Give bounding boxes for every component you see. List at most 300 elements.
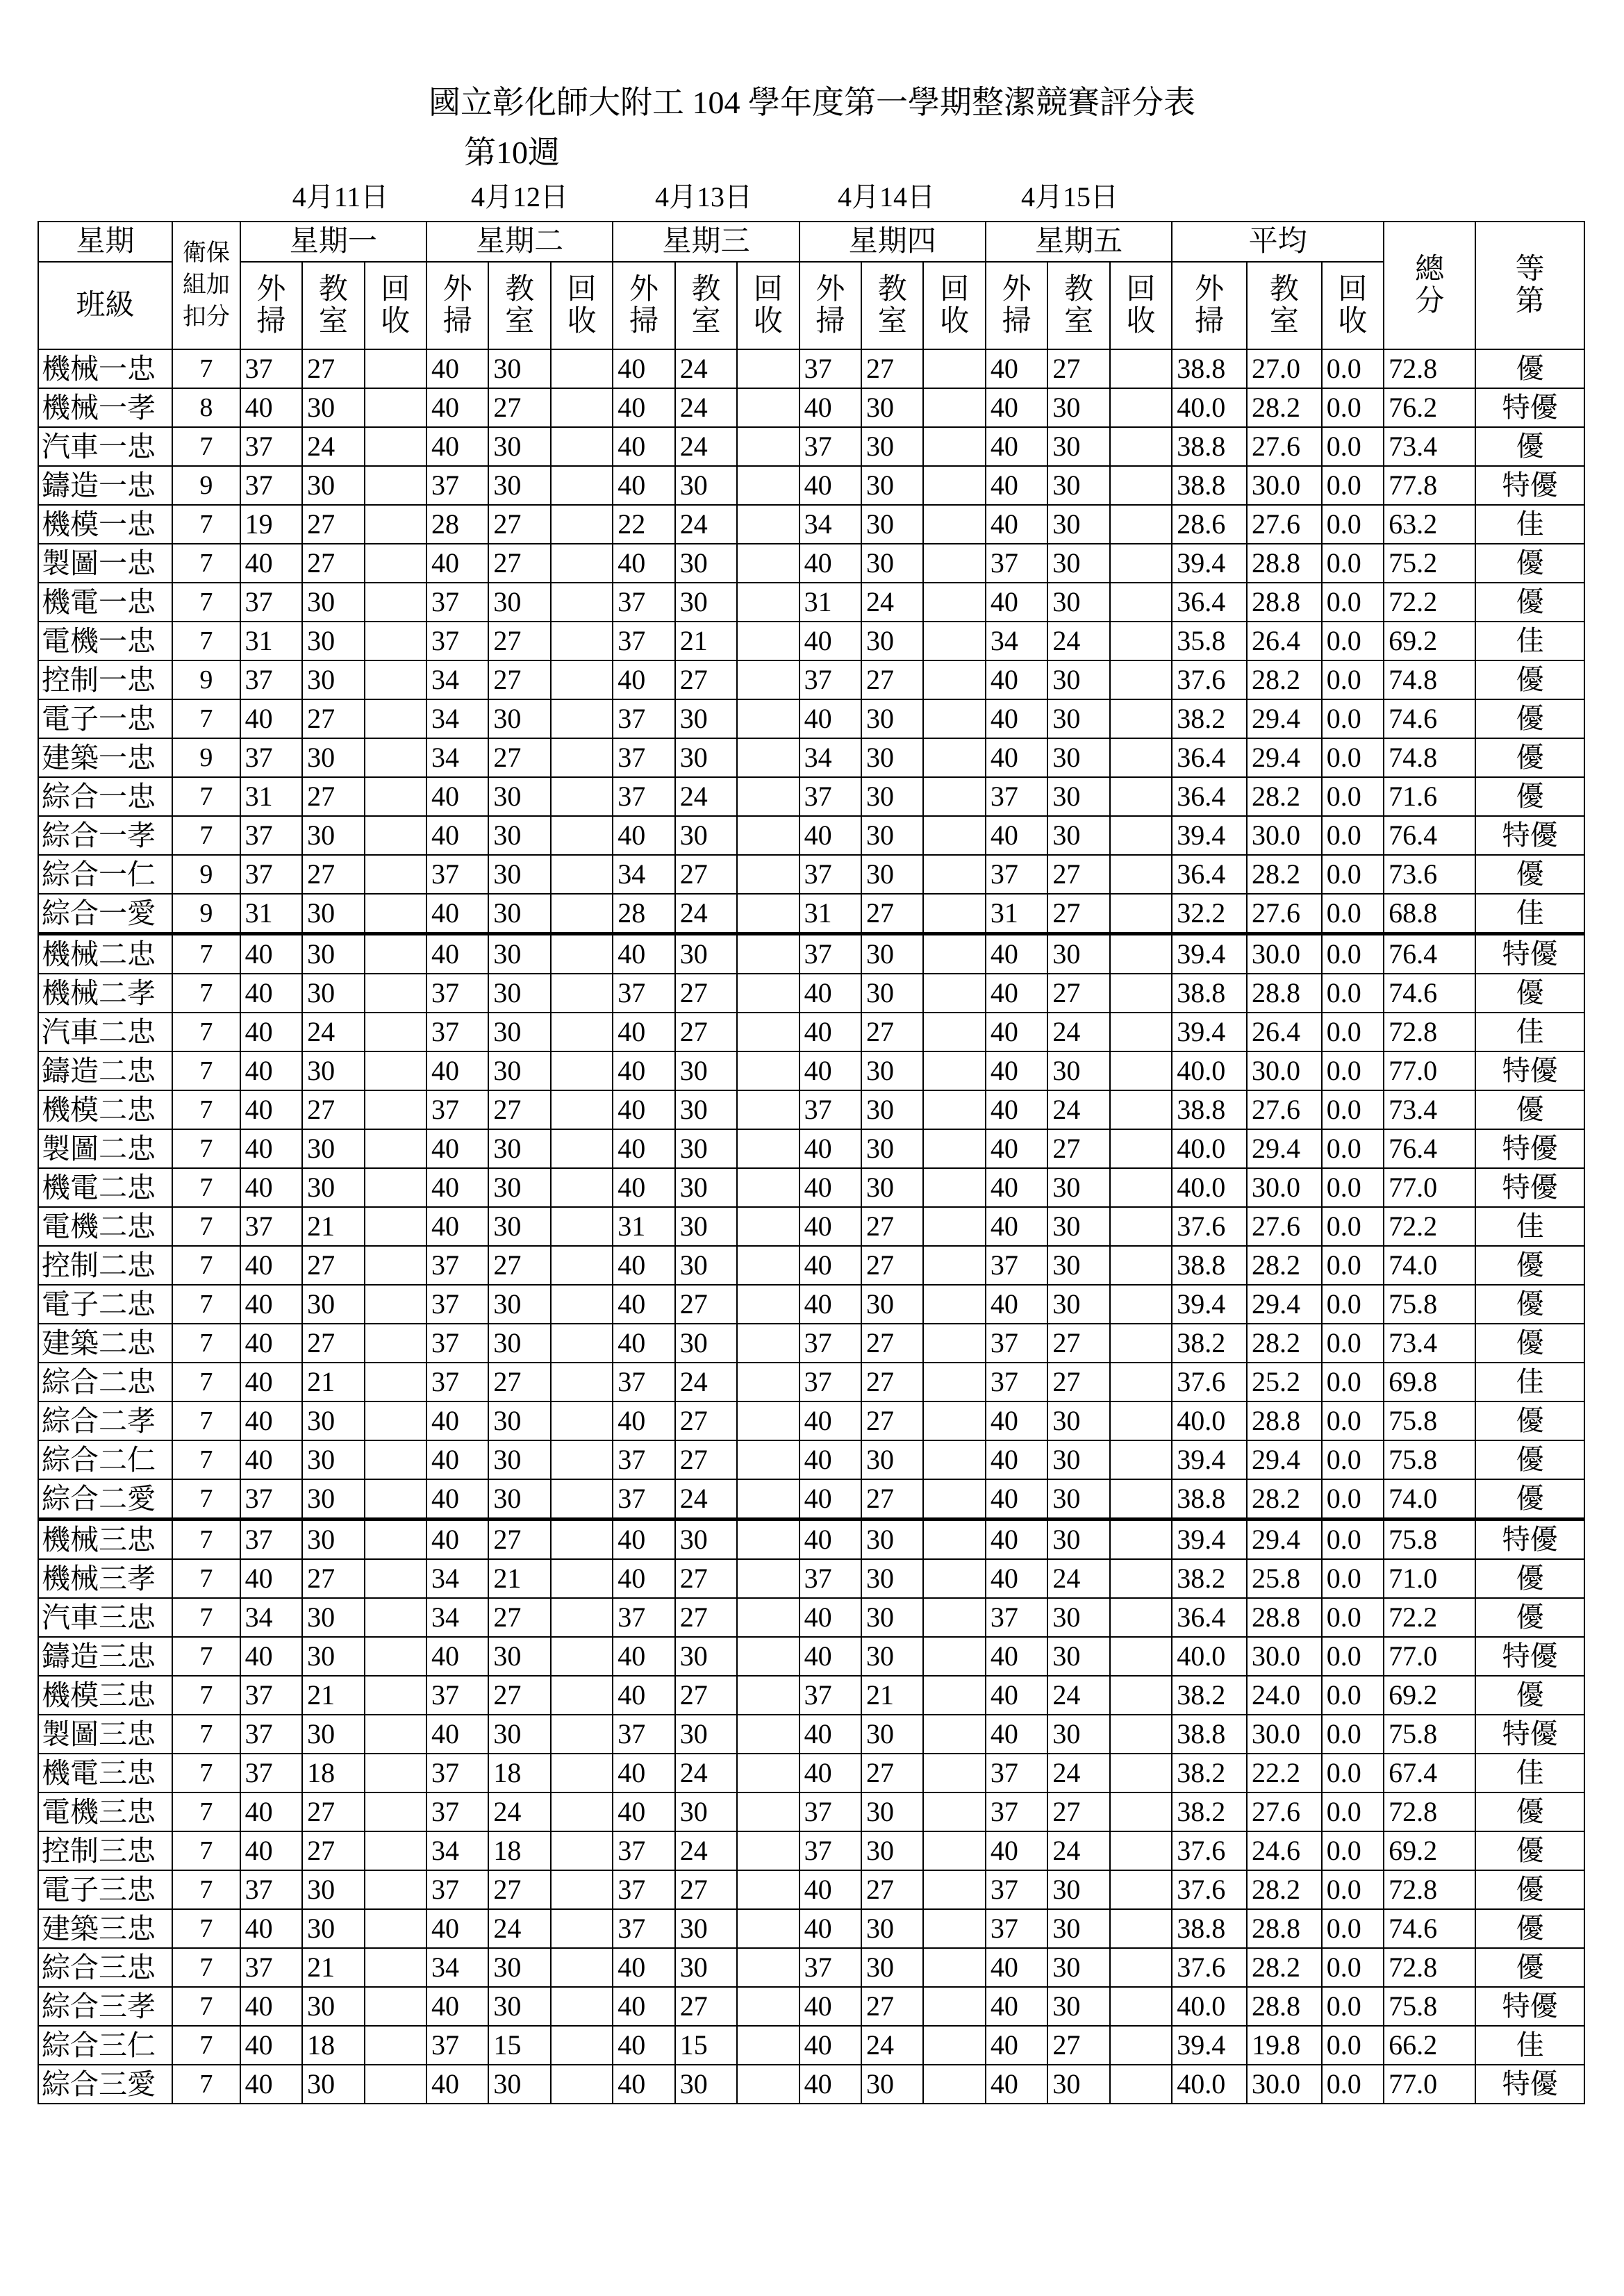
total-header <box>1384 222 1475 349</box>
outdoor-score-cell: 40 <box>613 1754 674 1792</box>
deduction-cell: 7 <box>172 583 240 622</box>
grade-cell: 特優 <box>1475 1520 1584 1560</box>
class-name-cell: 控制一忠 <box>38 660 172 699</box>
recycle-score-cell <box>923 1363 985 1401</box>
classroom-score-cell: 30 <box>488 1285 550 1324</box>
recycle-score-cell <box>551 777 613 816</box>
deduction-cell: 7 <box>172 544 240 583</box>
classroom-score-cell: 30 <box>1047 699 1109 738</box>
average-outdoor-cell: 39.4 <box>1172 934 1247 974</box>
outdoor-score-cell: 34 <box>426 1948 488 1987</box>
deduction-cell: 7 <box>172 1479 240 1520</box>
deduction-cell: 7 <box>172 1870 240 1909</box>
classroom-score-cell: 30 <box>861 388 923 427</box>
outdoor-score-cell: 40 <box>799 2065 861 2104</box>
table-row <box>38 855 1584 894</box>
deduction-cell: 7 <box>172 974 240 1013</box>
recycle-score-cell <box>365 1909 426 1948</box>
recycle-score-cell <box>737 1598 799 1637</box>
recycle-score-cell <box>365 466 426 505</box>
outdoor-score-cell: 37 <box>613 1831 674 1870</box>
outdoor-score-cell: 37 <box>613 1363 674 1401</box>
total-score-cell: 77.0 <box>1384 1637 1475 1676</box>
classroom-score-cell: 27 <box>861 894 923 934</box>
recycle-score-cell <box>737 1909 799 1948</box>
average-classroom-cell: 28.2 <box>1247 660 1322 699</box>
recycle-score-cell <box>1110 777 1172 816</box>
total-score-cell: 75.8 <box>1384 1520 1475 1560</box>
outdoor-score-cell: 37 <box>613 1715 674 1754</box>
grade-cell: 優 <box>1475 583 1584 622</box>
classroom-score-cell: 30 <box>1047 934 1109 974</box>
classroom-score-cell: 27 <box>488 505 550 544</box>
outdoor-score-cell: 37 <box>240 738 302 777</box>
subheader-classroom-char: 室 <box>318 306 348 338</box>
classroom-score-cell: 30 <box>302 466 364 505</box>
table-row <box>38 894 1584 934</box>
outdoor-score-cell: 40 <box>799 1285 861 1324</box>
total-score-cell: 69.2 <box>1384 1676 1475 1715</box>
outdoor-score-cell: 40 <box>613 349 674 388</box>
recycle-score-cell <box>737 1792 799 1831</box>
average-classroom-cell: 28.2 <box>1247 1246 1322 1285</box>
classroom-score-cell: 30 <box>302 2065 364 2104</box>
outdoor-score-cell: 37 <box>799 427 861 466</box>
recycle-score-cell <box>365 1324 426 1363</box>
recycle-score-cell <box>365 974 426 1013</box>
outdoor-score-cell: 37 <box>799 660 861 699</box>
grade-cell: 優 <box>1475 1246 1584 1285</box>
recycle-score-cell <box>551 1051 613 1090</box>
classroom-score-cell: 30 <box>675 816 737 855</box>
outdoor-score-cell: 40 <box>799 2026 861 2065</box>
classroom-score-cell: 30 <box>488 699 550 738</box>
recycle-score-cell <box>923 1440 985 1479</box>
recycle-score-cell <box>365 894 426 934</box>
outdoor-score-cell: 37 <box>799 1363 861 1401</box>
recycle-score-cell <box>1110 1090 1172 1129</box>
classroom-score-cell: 30 <box>488 1948 550 1987</box>
table-row <box>38 544 1584 583</box>
outdoor-score-cell: 40 <box>240 1987 302 2026</box>
recycle-score-cell <box>1110 855 1172 894</box>
week-label: 第10週 <box>464 135 560 170</box>
outdoor-score-cell: 40 <box>240 1324 302 1363</box>
table-row <box>38 1324 1584 1363</box>
outdoor-score-cell: 40 <box>986 1520 1047 1560</box>
day-header-fri: 星期五 <box>986 222 1172 262</box>
classroom-score-cell: 21 <box>302 1676 364 1715</box>
classroom-score-cell: 27 <box>1047 1129 1109 1168</box>
classroom-score-cell: 30 <box>302 1637 364 1676</box>
outdoor-score-cell: 40 <box>986 388 1047 427</box>
recycle-score-cell <box>1110 894 1172 934</box>
class-name-cell: 控制三忠 <box>38 1831 172 1870</box>
outdoor-score-cell: 40 <box>986 1479 1047 1520</box>
table-row <box>38 1207 1584 1246</box>
score-table <box>38 221 1585 2104</box>
total-score-cell: 72.8 <box>1384 1013 1475 1051</box>
recycle-score-cell <box>365 1792 426 1831</box>
outdoor-score-cell: 31 <box>240 894 302 934</box>
deduction-cell: 7 <box>172 622 240 660</box>
classroom-score-cell: 30 <box>488 427 550 466</box>
average-classroom-cell: 28.8 <box>1247 1598 1322 1637</box>
average-recycle-cell: 0.0 <box>1322 1013 1384 1051</box>
deduction-cell: 7 <box>172 1246 240 1285</box>
average-outdoor-cell: 39.4 <box>1172 2026 1247 2065</box>
recycle-score-cell <box>365 544 426 583</box>
outdoor-score-cell: 40 <box>426 427 488 466</box>
total-score-cell: 76.4 <box>1384 1129 1475 1168</box>
outdoor-score-cell: 37 <box>613 1870 674 1909</box>
outdoor-score-cell: 40 <box>799 1870 861 1909</box>
date-mon: 4月11日 <box>292 181 389 213</box>
recycle-score-cell <box>365 505 426 544</box>
recycle-score-cell <box>551 816 613 855</box>
grade-header <box>1475 222 1584 349</box>
classroom-score-cell: 27 <box>1047 2026 1109 2065</box>
outdoor-score-cell: 19 <box>240 505 302 544</box>
grade-cell: 優 <box>1475 1324 1584 1363</box>
classroom-score-cell: 27 <box>488 622 550 660</box>
recycle-score-cell <box>365 1051 426 1090</box>
class-name-cell: 汽車二忠 <box>38 1013 172 1051</box>
classroom-score-cell: 27 <box>1047 1363 1109 1401</box>
average-outdoor-cell: 38.8 <box>1172 1090 1247 1129</box>
outdoor-score-cell: 37 <box>986 1754 1047 1792</box>
recycle-score-cell <box>551 934 613 974</box>
deduction-cell: 8 <box>172 388 240 427</box>
classroom-score-cell: 27 <box>302 1831 364 1870</box>
table-row <box>38 1754 1584 1792</box>
average-outdoor-cell: 39.4 <box>1172 1520 1247 1560</box>
table-row <box>38 1831 1584 1870</box>
outdoor-score-cell: 40 <box>613 1792 674 1831</box>
recycle-score-cell <box>923 1637 985 1676</box>
subheader-avg-recycle <box>1322 262 1384 349</box>
deduction-cell: 7 <box>172 505 240 544</box>
subheader-classroom-char: 室 <box>691 306 721 338</box>
classroom-score-cell: 30 <box>1047 1051 1109 1090</box>
outdoor-score-cell: 40 <box>613 660 674 699</box>
recycle-score-cell <box>551 466 613 505</box>
table-row <box>38 2026 1584 2065</box>
recycle-score-cell <box>737 1401 799 1440</box>
total-score-cell: 75.8 <box>1384 1285 1475 1324</box>
average-classroom-cell: 25.2 <box>1247 1363 1322 1401</box>
recycle-score-cell <box>923 660 985 699</box>
recycle-score-cell <box>365 1129 426 1168</box>
deduction-cell: 7 <box>172 1754 240 1792</box>
average-classroom-cell: 28.2 <box>1247 855 1322 894</box>
total-score-cell: 77.0 <box>1384 2065 1475 2104</box>
grade-cell: 優 <box>1475 974 1584 1013</box>
classroom-score-cell: 30 <box>488 1168 550 1207</box>
total-score-cell: 77.0 <box>1384 1168 1475 1207</box>
average-classroom-cell: 28.8 <box>1247 1987 1322 2026</box>
outdoor-score-cell: 40 <box>426 1987 488 2026</box>
outdoor-score-cell: 40 <box>799 1013 861 1051</box>
total-score-cell: 72.8 <box>1384 1792 1475 1831</box>
average-classroom-cell: 30.0 <box>1247 2065 1322 2104</box>
classroom-score-cell: 30 <box>488 934 550 974</box>
recycle-score-cell <box>923 349 985 388</box>
classroom-score-cell: 30 <box>861 1285 923 1324</box>
outdoor-score-cell: 37 <box>240 1520 302 1560</box>
average-classroom-cell: 27.6 <box>1247 894 1322 934</box>
outdoor-score-cell: 31 <box>613 1207 674 1246</box>
total-score-cell: 77.0 <box>1384 1051 1475 1090</box>
average-classroom-cell: 28.2 <box>1247 777 1322 816</box>
table-row <box>38 1948 1584 1987</box>
outdoor-score-cell: 40 <box>240 388 302 427</box>
average-outdoor-cell: 39.4 <box>1172 1013 1247 1051</box>
recycle-score-cell <box>923 1870 985 1909</box>
outdoor-score-cell: 40 <box>613 1129 674 1168</box>
classroom-score-cell: 30 <box>1047 1520 1109 1560</box>
recycle-score-cell <box>365 2065 426 2104</box>
outdoor-score-cell: 37 <box>240 1479 302 1520</box>
outdoor-score-cell: 40 <box>799 1637 861 1676</box>
average-outdoor-cell: 40.0 <box>1172 2065 1247 2104</box>
outdoor-score-cell: 37 <box>613 622 674 660</box>
recycle-score-cell <box>551 1909 613 1948</box>
subheader-thu-recycle <box>923 262 985 349</box>
recycle-score-cell <box>923 1559 985 1598</box>
classroom-score-cell: 30 <box>488 777 550 816</box>
classroom-score-cell: 27 <box>302 699 364 738</box>
recycle-score-cell <box>1110 466 1172 505</box>
grade-cell: 優 <box>1475 777 1584 816</box>
subheader-wed-classroom <box>675 262 737 349</box>
average-recycle-cell: 0.0 <box>1322 427 1384 466</box>
outdoor-score-cell: 37 <box>986 1870 1047 1909</box>
outdoor-score-cell: 40 <box>240 1401 302 1440</box>
average-outdoor-cell: 38.8 <box>1172 466 1247 505</box>
recycle-score-cell <box>737 1637 799 1676</box>
classroom-score-cell: 30 <box>302 738 364 777</box>
recycle-score-cell <box>551 894 613 934</box>
recycle-score-cell <box>1110 1520 1172 1560</box>
outdoor-score-cell: 37 <box>613 738 674 777</box>
recycle-score-cell <box>737 1948 799 1987</box>
recycle-score-cell <box>737 1246 799 1285</box>
outdoor-score-cell: 40 <box>240 1285 302 1324</box>
classroom-score-cell: 30 <box>1047 544 1109 583</box>
deduction-cell: 7 <box>172 2065 240 2104</box>
classroom-score-cell: 30 <box>488 1637 550 1676</box>
class-name-cell: 電機一忠 <box>38 622 172 660</box>
recycle-score-cell <box>737 777 799 816</box>
classroom-score-cell: 21 <box>861 1676 923 1715</box>
total-label-2: 分 <box>1415 285 1445 317</box>
recycle-score-cell <box>923 1909 985 1948</box>
recycle-score-cell <box>737 1715 799 1754</box>
average-classroom-cell: 28.2 <box>1247 1948 1322 1987</box>
subheader-classroom-char: 教 <box>1064 274 1094 306</box>
total-score-cell: 73.6 <box>1384 855 1475 894</box>
recycle-score-cell <box>1110 1598 1172 1637</box>
average-classroom-cell: 28.8 <box>1247 1909 1322 1948</box>
total-score-cell: 69.2 <box>1384 622 1475 660</box>
classroom-score-cell: 30 <box>1047 466 1109 505</box>
classroom-score-cell: 30 <box>302 934 364 974</box>
recycle-score-cell <box>1110 544 1172 583</box>
classroom-score-cell: 30 <box>861 1168 923 1207</box>
outdoor-score-cell: 40 <box>799 974 861 1013</box>
recycle-score-cell <box>551 1168 613 1207</box>
recycle-score-cell <box>923 1598 985 1637</box>
outdoor-score-cell: 37 <box>426 2026 488 2065</box>
classroom-score-cell: 30 <box>1047 777 1109 816</box>
average-outdoor-cell: 40.0 <box>1172 1168 1247 1207</box>
average-outdoor-cell: 39.4 <box>1172 1440 1247 1479</box>
class-name-cell: 機模二忠 <box>38 1090 172 1129</box>
outdoor-score-cell: 37 <box>426 466 488 505</box>
classroom-score-cell: 30 <box>488 466 550 505</box>
table-row <box>38 583 1584 622</box>
total-score-cell: 72.8 <box>1384 1948 1475 1987</box>
subheader-outdoor-char: 外 <box>256 274 286 306</box>
deduction-cell: 7 <box>172 1987 240 2026</box>
classroom-score-cell: 30 <box>861 505 923 544</box>
outdoor-score-cell: 40 <box>799 1479 861 1520</box>
outdoor-score-cell: 34 <box>799 505 861 544</box>
outdoor-score-cell: 37 <box>986 544 1047 583</box>
recycle-score-cell <box>737 738 799 777</box>
total-score-cell: 74.8 <box>1384 660 1475 699</box>
subheader-recycle-char: 回 <box>1338 274 1368 306</box>
recycle-score-cell <box>551 349 613 388</box>
outdoor-score-cell: 40 <box>799 544 861 583</box>
recycle-score-cell <box>1110 1363 1172 1401</box>
classroom-score-cell: 27 <box>675 1440 737 1479</box>
recycle-score-cell <box>365 1637 426 1676</box>
recycle-score-cell <box>737 1324 799 1363</box>
average-outdoor-cell: 38.2 <box>1172 699 1247 738</box>
class-name-cell: 機電三忠 <box>38 1754 172 1792</box>
table-row <box>38 1440 1584 1479</box>
class-name-cell: 機械二忠 <box>38 934 172 974</box>
outdoor-score-cell: 40 <box>240 1363 302 1401</box>
classroom-score-cell: 30 <box>488 855 550 894</box>
classroom-score-cell: 30 <box>675 1909 737 1948</box>
classroom-score-cell: 24 <box>675 1831 737 1870</box>
outdoor-score-cell: 28 <box>426 505 488 544</box>
date-wed: 4月13日 <box>655 181 752 213</box>
recycle-score-cell <box>737 1090 799 1129</box>
recycle-score-cell <box>737 505 799 544</box>
subheader-classroom-char: 教 <box>505 274 535 306</box>
average-recycle-cell: 0.0 <box>1322 974 1384 1013</box>
recycle-score-cell <box>923 1831 985 1870</box>
outdoor-score-cell: 40 <box>986 505 1047 544</box>
average-recycle-cell: 0.0 <box>1322 1051 1384 1090</box>
average-classroom-cell: 29.4 <box>1247 1440 1322 1479</box>
classroom-score-cell: 21 <box>302 1363 364 1401</box>
table-row <box>38 388 1584 427</box>
recycle-score-cell <box>551 660 613 699</box>
classroom-score-cell: 30 <box>488 583 550 622</box>
classroom-score-cell: 30 <box>302 1401 364 1440</box>
classroom-score-cell: 27 <box>675 1401 737 1440</box>
classroom-score-cell: 18 <box>302 1754 364 1792</box>
outdoor-score-cell: 37 <box>986 1246 1047 1285</box>
outdoor-score-cell: 40 <box>613 816 674 855</box>
recycle-score-cell <box>923 1051 985 1090</box>
classroom-score-cell: 30 <box>1047 388 1109 427</box>
classroom-score-cell: 30 <box>861 738 923 777</box>
recycle-score-cell <box>365 855 426 894</box>
recycle-score-cell <box>923 777 985 816</box>
table-row <box>38 1051 1584 1090</box>
classroom-score-cell: 30 <box>302 1870 364 1909</box>
total-score-cell: 72.2 <box>1384 1598 1475 1637</box>
outdoor-score-cell: 40 <box>986 1401 1047 1440</box>
outdoor-score-cell: 40 <box>986 1637 1047 1676</box>
classroom-score-cell: 30 <box>675 1129 737 1168</box>
outdoor-score-cell: 40 <box>986 738 1047 777</box>
average-outdoor-cell: 38.8 <box>1172 974 1247 1013</box>
class-name-cell: 綜合一孝 <box>38 816 172 855</box>
average-outdoor-cell: 38.8 <box>1172 1715 1247 1754</box>
recycle-score-cell <box>1110 1129 1172 1168</box>
outdoor-score-cell: 40 <box>986 349 1047 388</box>
subheader-outdoor-char: 掃 <box>1195 306 1225 338</box>
classroom-score-cell: 30 <box>1047 1207 1109 1246</box>
recycle-score-cell <box>737 1520 799 1560</box>
average-classroom-cell: 24.6 <box>1247 1831 1322 1870</box>
classroom-score-cell: 27 <box>488 738 550 777</box>
average-recycle-cell: 0.0 <box>1322 1637 1384 1676</box>
classroom-score-cell: 24 <box>675 777 737 816</box>
outdoor-score-cell: 40 <box>426 894 488 934</box>
outdoor-score-cell: 40 <box>986 1715 1047 1754</box>
recycle-score-cell <box>1110 1324 1172 1363</box>
outdoor-score-cell: 37 <box>799 1948 861 1987</box>
grade-cell: 優 <box>1475 1831 1584 1870</box>
table-row <box>38 1285 1584 1324</box>
recycle-score-cell <box>365 1090 426 1129</box>
total-score-cell: 73.4 <box>1384 1090 1475 1129</box>
subheader-recycle-char: 收 <box>1126 306 1156 338</box>
recycle-score-cell <box>737 1363 799 1401</box>
outdoor-score-cell: 40 <box>986 1987 1047 2026</box>
recycle-score-cell <box>737 1207 799 1246</box>
total-score-cell: 72.8 <box>1384 1870 1475 1909</box>
recycle-score-cell <box>923 974 985 1013</box>
total-score-cell: 75.8 <box>1384 1401 1475 1440</box>
outdoor-score-cell: 40 <box>240 699 302 738</box>
classroom-score-cell: 30 <box>861 1792 923 1831</box>
classroom-score-cell: 27 <box>675 974 737 1013</box>
recycle-score-cell <box>923 544 985 583</box>
classroom-score-cell: 27 <box>302 1090 364 1129</box>
total-score-cell: 75.8 <box>1384 1715 1475 1754</box>
classroom-score-cell: 30 <box>1047 1285 1109 1324</box>
recycle-score-cell <box>551 1598 613 1637</box>
recycle-score-cell <box>551 1637 613 1676</box>
recycle-score-cell <box>551 1715 613 1754</box>
recycle-score-cell <box>923 583 985 622</box>
outdoor-score-cell: 28 <box>613 894 674 934</box>
outdoor-score-cell: 37 <box>240 1948 302 1987</box>
recycle-score-cell <box>923 388 985 427</box>
class-name-cell: 鑄造一忠 <box>38 466 172 505</box>
grade-cell: 優 <box>1475 1948 1584 1987</box>
class-name-cell: 電子三忠 <box>38 1870 172 1909</box>
